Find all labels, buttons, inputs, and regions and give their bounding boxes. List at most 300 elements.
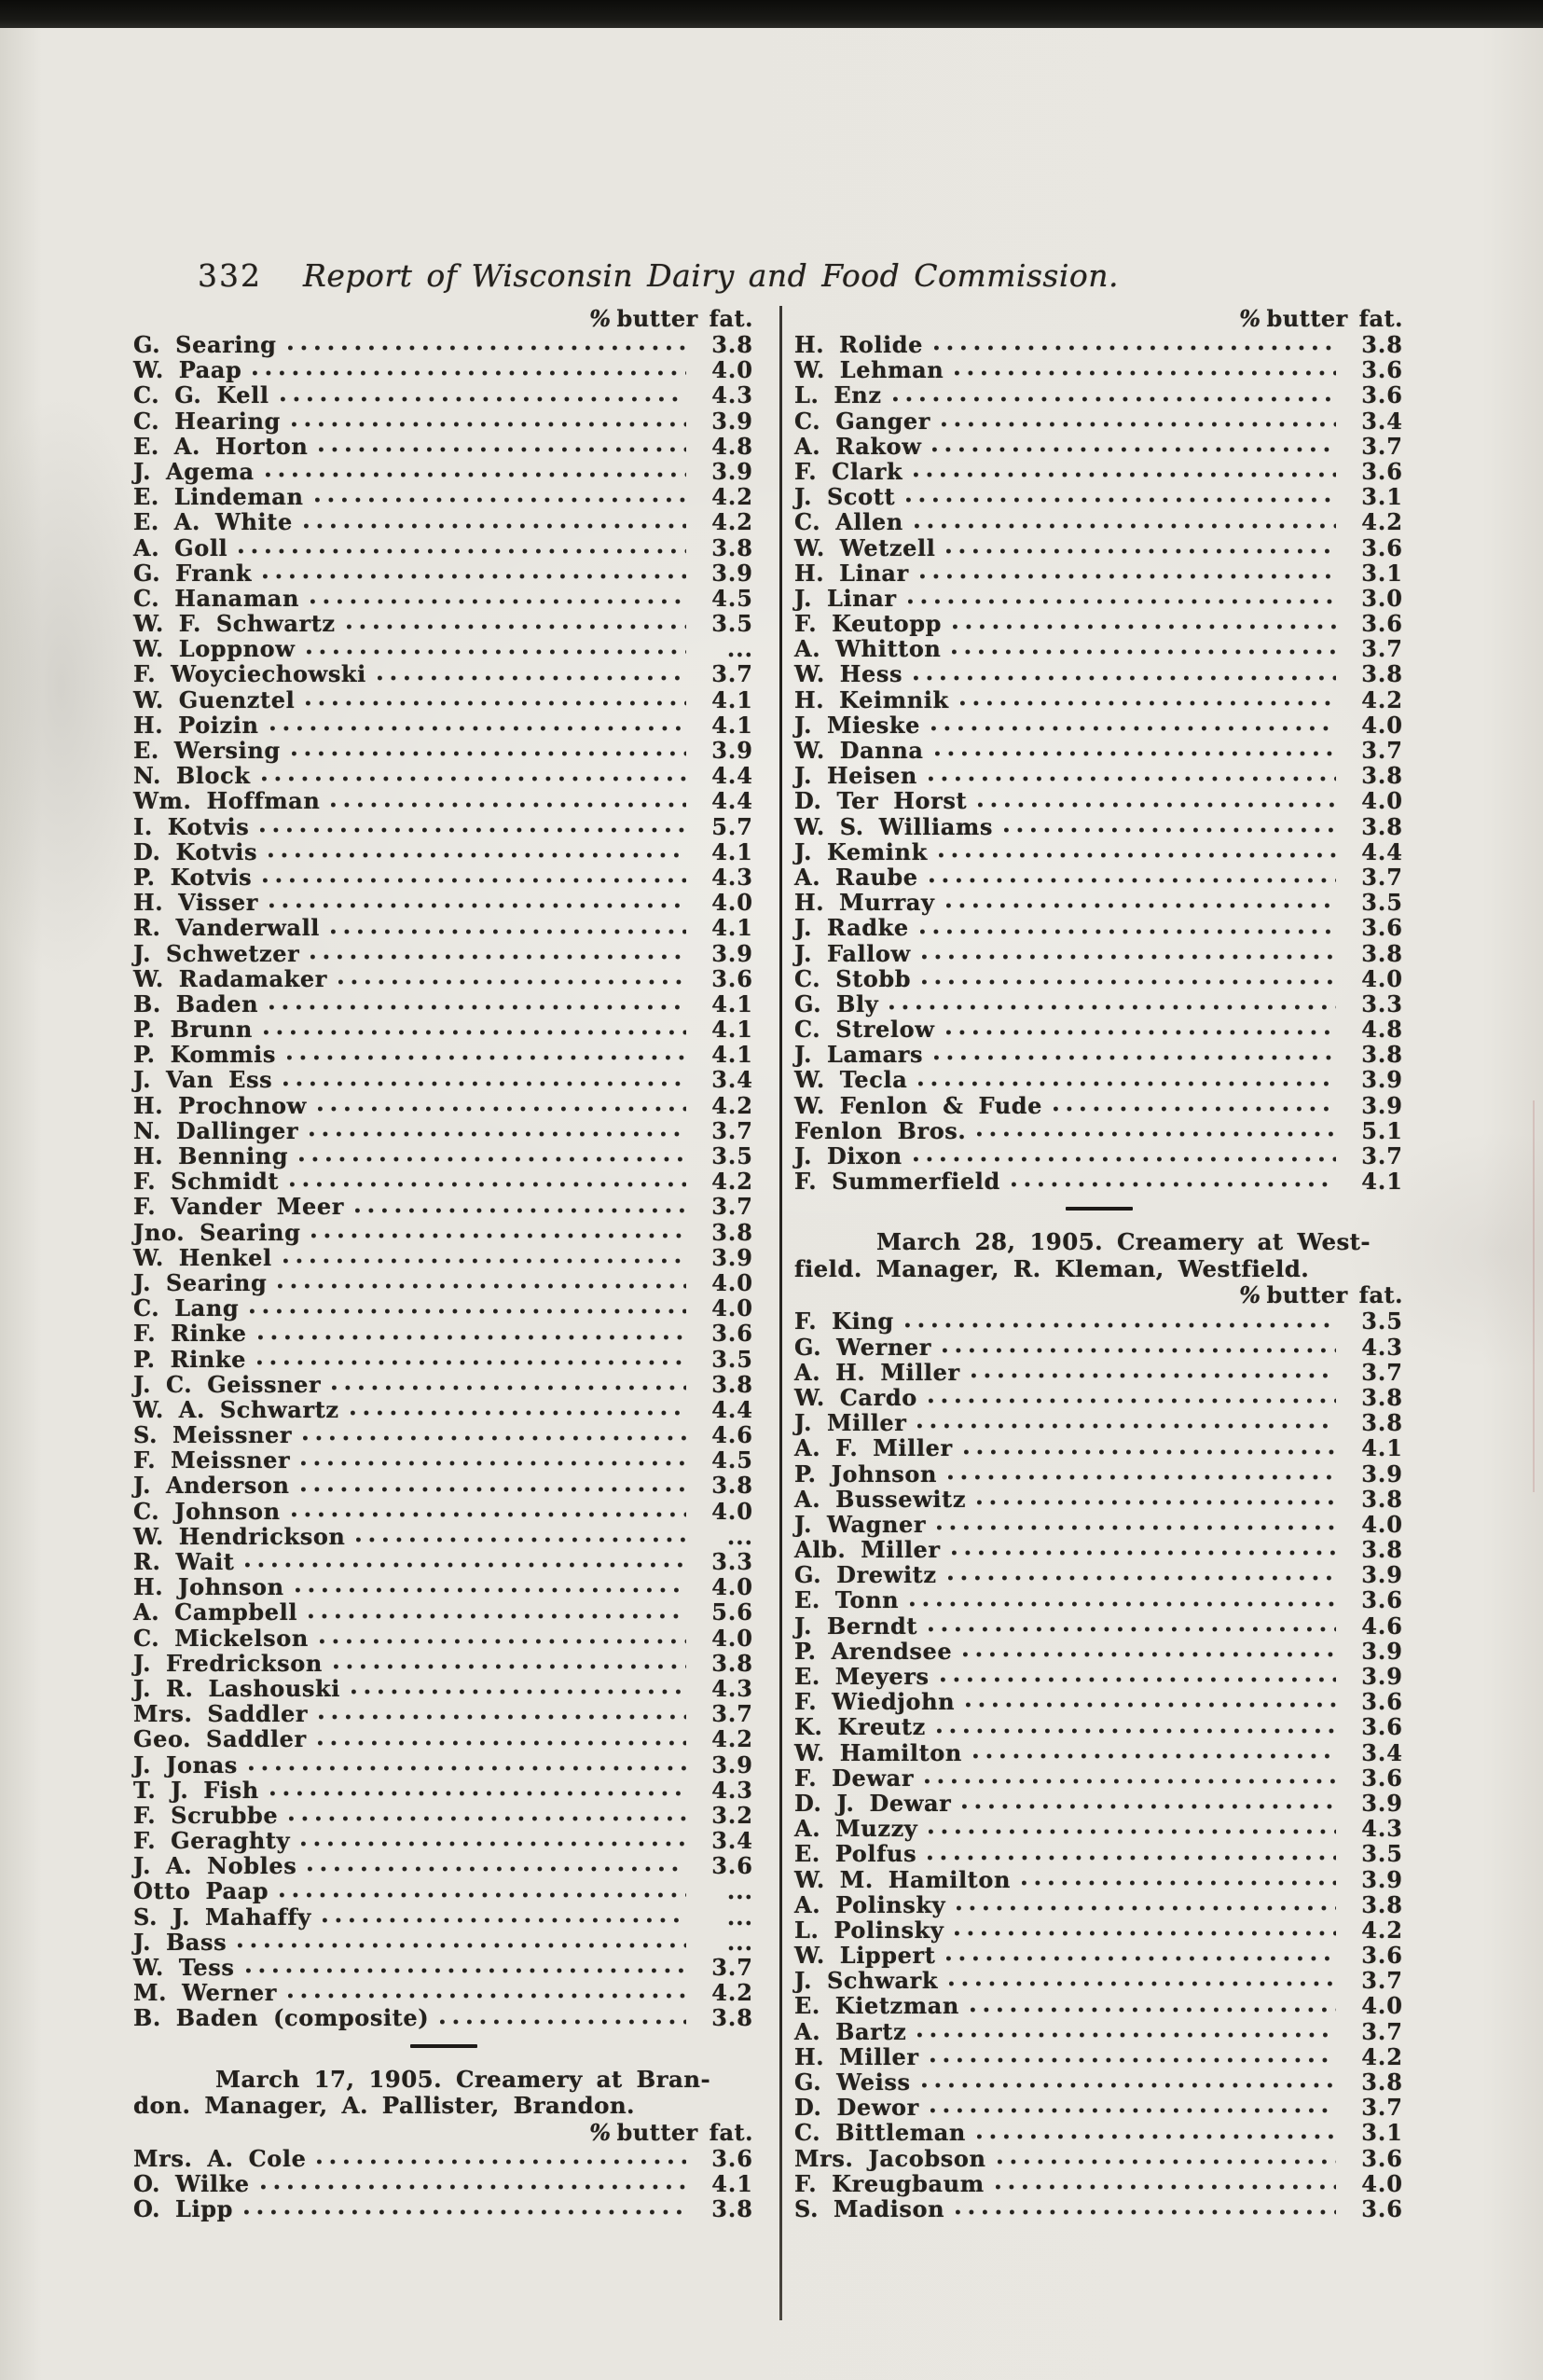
dot-leader xyxy=(356,1536,686,1543)
butter-fat-value: 4.2 xyxy=(711,1168,753,1196)
butter-fat-value: 4.0 xyxy=(711,1294,753,1322)
table-row xyxy=(794,2171,1403,2196)
percent-sign: % xyxy=(589,2118,612,2146)
butter-fat-value: 4.0 xyxy=(711,356,753,384)
patron-name: F. King xyxy=(794,1308,894,1335)
butter-fat-value: 3.6 xyxy=(711,2144,753,2172)
table-row xyxy=(794,1435,1403,1460)
dot-leader xyxy=(258,1334,686,1341)
table-row xyxy=(794,1639,1403,1664)
patron-name: C. Allen xyxy=(794,508,903,536)
butter-fat-value: 4.0 xyxy=(1361,1510,1403,1538)
table-row xyxy=(133,1321,753,1346)
dot-leader xyxy=(299,1155,686,1163)
butter-fat-label: butter fat. xyxy=(616,305,753,332)
butter-fat-value: 3.6 xyxy=(1361,1713,1403,1741)
patron-name: F. Wiedjohn xyxy=(794,1688,956,1716)
butter-fat-value: 4.1 xyxy=(711,837,753,865)
dot-leader xyxy=(281,395,686,403)
butter-fat-value: 3.9 xyxy=(1361,1637,1403,1665)
table-row xyxy=(794,611,1403,636)
dot-leader xyxy=(977,1130,1336,1138)
butter-fat-value: 3.4 xyxy=(1361,1738,1403,1766)
dot-leader xyxy=(260,826,686,834)
dot-leader xyxy=(893,395,1336,403)
dot-leader xyxy=(920,928,1336,935)
dot-leader xyxy=(289,1815,686,1822)
percent-sign: % xyxy=(1239,305,1261,332)
butter-fat-value: 3.3 xyxy=(1361,989,1403,1017)
butter-fat-value: 5.1 xyxy=(1361,1116,1403,1144)
dot-leader xyxy=(963,1651,1336,1658)
patron-name: F. Geraghty xyxy=(133,1827,291,1855)
table-row xyxy=(133,713,753,738)
table-row xyxy=(133,1524,753,1549)
dot-leader xyxy=(946,902,1336,909)
table-row xyxy=(794,1816,1403,1841)
patron-name: W. S. Williams xyxy=(794,812,993,840)
table-row xyxy=(794,941,1403,966)
dot-leader xyxy=(307,648,687,656)
dot-leader xyxy=(310,1130,686,1138)
patron-name: L. Polinsky xyxy=(794,1916,944,1944)
butter-fat-value: 3.6 xyxy=(711,964,753,992)
butter-fat-value: ... xyxy=(726,635,753,663)
patron-name: N. Dallinger xyxy=(133,1116,299,1144)
dot-leader xyxy=(930,2056,1336,2064)
patron-name: F. Rinke xyxy=(133,1320,247,1348)
table-row xyxy=(794,1892,1403,1917)
dot-leader xyxy=(971,2006,1336,2013)
table-row xyxy=(133,1220,753,1245)
table-row xyxy=(794,1587,1403,1612)
table-row xyxy=(794,1093,1403,1118)
dot-leader xyxy=(930,877,1336,884)
dot-leader xyxy=(914,1155,1336,1163)
table-row xyxy=(794,1791,1403,1816)
butter-fat-value: 3.9 xyxy=(711,457,753,485)
patron-name: H. Murray xyxy=(794,889,935,917)
butter-fat-value: 3.8 xyxy=(1361,939,1403,967)
dot-leader xyxy=(931,725,1336,732)
patron-name: J. Agema xyxy=(133,457,255,485)
butter-fat-value: 3.5 xyxy=(1361,1308,1403,1335)
dot-leader xyxy=(917,1422,1336,1430)
table-row xyxy=(794,966,1403,991)
butter-fat-value: 4.3 xyxy=(711,863,753,891)
table-row xyxy=(794,865,1403,890)
patron-name: J. Dixon xyxy=(794,1142,902,1169)
butter-fat-value: 3.9 xyxy=(1361,1066,1403,1094)
table-row xyxy=(133,1042,753,1067)
dot-leader xyxy=(306,699,686,707)
dot-leader xyxy=(978,801,1336,809)
patron-name: F. Schmidt xyxy=(133,1168,280,1196)
butter-fat-value: 3.1 xyxy=(1361,559,1403,587)
patron-name: O. Wilke xyxy=(133,2169,250,2197)
table-row xyxy=(794,332,1403,357)
dot-leader xyxy=(922,2082,1336,2089)
table-row xyxy=(133,1549,753,1574)
butter-fat-value: 3.4 xyxy=(711,1827,753,1855)
dot-leader xyxy=(319,1713,686,1721)
butter-fat-value: 4.2 xyxy=(711,1091,753,1119)
table-row xyxy=(133,1447,753,1473)
table-row xyxy=(794,535,1403,560)
dot-leader xyxy=(309,1612,686,1620)
butter-fat-value: 4.1 xyxy=(711,1016,753,1044)
patron-name: F. Kreugbaum xyxy=(794,2169,985,2197)
butter-fat-value: 4.4 xyxy=(711,762,753,790)
butter-fat-value: 3.7 xyxy=(1361,635,1403,663)
patron-name: J. Scott xyxy=(794,483,896,511)
patron-name: W. Radamaker xyxy=(133,964,327,992)
dot-leader xyxy=(934,344,1336,352)
butter-fat-value: 4.2 xyxy=(1361,2042,1403,2070)
table-row xyxy=(133,788,753,813)
dot-leader xyxy=(946,547,1336,555)
patron-name: J. Bass xyxy=(133,1928,227,1956)
dot-leader xyxy=(334,1663,686,1670)
table-row xyxy=(794,560,1403,586)
butter-fat-label: butter fat. xyxy=(1266,305,1403,332)
dot-leader xyxy=(320,1638,686,1645)
dot-leader xyxy=(956,2208,1336,2216)
patron-name: H. Rolide xyxy=(794,331,924,358)
patron-name: Jno. Searing xyxy=(133,1218,301,1246)
table-row xyxy=(794,408,1403,434)
patron-name: S. Madison xyxy=(794,2194,945,2222)
butter-fat-value: 4.2 xyxy=(1361,1916,1403,1944)
dot-leader xyxy=(915,522,1336,530)
dot-leader xyxy=(998,2158,1336,2166)
table-row xyxy=(133,1778,753,1803)
dot-leader xyxy=(238,1942,686,1949)
dot-leader xyxy=(960,699,1336,707)
dot-leader xyxy=(266,471,686,478)
butter-fat-value: 3.7 xyxy=(711,1116,753,1144)
patron-name: A. Goll xyxy=(133,533,228,561)
dot-leader xyxy=(937,1727,1336,1735)
patron-name: Geo. Saddler xyxy=(133,1725,307,1753)
table-row xyxy=(133,1067,753,1092)
dot-leader xyxy=(952,648,1336,656)
dot-leader xyxy=(347,623,686,630)
patron-name: E. Tonn xyxy=(794,1586,900,1614)
patron-name: Wm. Hoffman xyxy=(133,787,321,815)
table-row xyxy=(794,484,1403,509)
dot-leader xyxy=(946,1029,1336,1036)
butter-fat-value: 3.8 xyxy=(711,2004,753,2032)
table-row xyxy=(133,382,753,408)
butter-fat-value: 3.6 xyxy=(1361,457,1403,485)
butter-fat-value: 3.5 xyxy=(1361,1840,1403,1868)
patron-name: G. Frank xyxy=(133,559,253,587)
dot-leader xyxy=(311,1232,686,1239)
table-row xyxy=(794,814,1403,839)
table-row xyxy=(133,1904,753,1930)
patron-name: J. Fallow xyxy=(794,939,911,967)
dot-leader xyxy=(292,421,686,428)
table-row xyxy=(133,1853,753,1878)
dot-leader xyxy=(440,2018,686,2026)
patron-name: Otto Paap xyxy=(133,1877,269,1905)
butter-fat-value: 4.2 xyxy=(711,1725,753,1753)
patron-name: H. Benning xyxy=(133,1142,289,1169)
dot-leader xyxy=(315,496,687,504)
patron-name: A. Muzzy xyxy=(794,1815,918,1843)
dot-leader xyxy=(914,471,1336,478)
butter-fat-value: 3.7 xyxy=(1361,863,1403,891)
patron-name: F. Vander Meer xyxy=(133,1193,344,1221)
table-row xyxy=(794,2044,1403,2069)
dot-leader xyxy=(310,953,686,961)
butter-fat-value: 3.6 xyxy=(1361,533,1403,561)
dot-leader xyxy=(351,1688,686,1695)
table-row xyxy=(133,1878,753,1903)
table-row xyxy=(794,763,1403,788)
butter-fat-value: 4.2 xyxy=(1361,508,1403,536)
butter-fat-value: 3.9 xyxy=(1361,1091,1403,1119)
butter-fat-value: 3.9 xyxy=(1361,1789,1403,1817)
dot-leader xyxy=(962,1803,1336,1810)
patron-name: E. Meyers xyxy=(794,1663,930,1690)
patron-name: P. Brunn xyxy=(133,1016,253,1044)
dot-leader xyxy=(269,1003,686,1011)
table-row xyxy=(794,1017,1403,1042)
dot-leader xyxy=(249,1764,686,1772)
patron-name: F. Clark xyxy=(794,457,903,485)
dot-leader xyxy=(928,1854,1336,1861)
patron-name: H. Johnson xyxy=(133,1573,284,1601)
dot-leader xyxy=(905,1321,1336,1329)
dot-leader xyxy=(288,344,687,352)
dot-leader xyxy=(922,953,1336,961)
table-row xyxy=(133,1726,753,1751)
table-row xyxy=(133,2146,753,2171)
table-row xyxy=(133,434,753,459)
table-row xyxy=(133,1169,753,1194)
table-row xyxy=(133,1143,753,1169)
butter-fat-value: 3.8 xyxy=(1361,331,1403,358)
table-row xyxy=(794,2146,1403,2171)
patron-name: Fenlon Bros. xyxy=(794,1116,967,1144)
table-row xyxy=(794,2120,1403,2145)
butter-fat-value: 4.6 xyxy=(1361,1612,1403,1640)
table-row xyxy=(133,890,753,915)
page-header xyxy=(198,257,1119,294)
butter-fat-value: 4.1 xyxy=(711,2169,753,2197)
patron-name: F. Woyciechowski xyxy=(133,660,366,688)
table-row xyxy=(794,636,1403,661)
table-row xyxy=(794,1042,1403,1067)
patron-name: A. Raube xyxy=(794,863,918,891)
patron-name: D. Ter Horst xyxy=(794,787,968,815)
table-row xyxy=(794,434,1403,459)
dot-leader xyxy=(296,1586,686,1594)
table-row xyxy=(794,1993,1403,2018)
butter-fat-value: 3.9 xyxy=(1361,1561,1403,1589)
dot-leader xyxy=(261,2183,686,2191)
patron-name: F. Scrubbe xyxy=(133,1801,279,1829)
patron-name: C. Hearing xyxy=(133,407,281,435)
butter-fat-value: 4.5 xyxy=(711,584,753,612)
table-row xyxy=(794,738,1403,763)
patron-name: K. Kreutz xyxy=(794,1713,926,1741)
dot-leader xyxy=(929,775,1336,782)
heading-line: field. Manager, R. Kleman, Westfield. xyxy=(794,1254,1310,1282)
table-row xyxy=(794,1841,1403,1866)
table-row xyxy=(794,1613,1403,1639)
butter-fat-value: 4.0 xyxy=(1361,787,1403,815)
dot-leader xyxy=(351,1409,686,1417)
butter-fat-column-header xyxy=(133,2120,753,2146)
patron-name: A. Bartz xyxy=(794,2017,907,2045)
dot-leader xyxy=(948,1574,1336,1582)
butter-fat-value: 4.1 xyxy=(711,914,753,942)
butter-fat-value: 3.9 xyxy=(1361,1460,1403,1488)
patron-name: G. Searing xyxy=(133,331,277,358)
butter-fat-value: 3.8 xyxy=(1361,1485,1403,1513)
table-row xyxy=(794,1968,1403,1993)
patron-name: J. R. Lashouski xyxy=(133,1674,340,1702)
patron-name: G. Bly xyxy=(794,989,879,1017)
table-row xyxy=(133,763,753,788)
patron-list-right xyxy=(794,332,1403,1194)
table-row xyxy=(794,1537,1403,1562)
patron-name: P. Kotvis xyxy=(133,863,253,891)
table-row xyxy=(133,1676,753,1701)
table-row xyxy=(794,915,1403,940)
butter-fat-value: 3.8 xyxy=(711,1649,753,1677)
patron-name: E. Wersing xyxy=(133,737,281,764)
patron-name: F. Meissner xyxy=(133,1446,291,1474)
patron-name: W. Hamilton xyxy=(794,1738,962,1766)
butter-fat-value: 3.0 xyxy=(1361,584,1403,612)
dot-leader xyxy=(942,421,1336,428)
dot-leader xyxy=(917,2031,1336,2039)
table-row xyxy=(794,2196,1403,2221)
dot-leader xyxy=(301,1486,686,1493)
patron-name: Alb. Miller xyxy=(794,1536,941,1564)
butter-fat-value: 3.5 xyxy=(711,1345,753,1373)
table-row xyxy=(133,1955,753,1980)
patron-name: L. Enz xyxy=(794,381,882,409)
patron-name: G. Werner xyxy=(794,1333,932,1361)
dot-leader xyxy=(925,1778,1336,1785)
butter-fat-value: 3.7 xyxy=(711,660,753,688)
patron-name: P. Kommis xyxy=(133,1041,276,1069)
patron-name: O. Lipp xyxy=(133,2194,233,2222)
butter-fat-label: butter fat. xyxy=(616,2118,753,2146)
butter-fat-value: 4.2 xyxy=(711,1979,753,2007)
table-row xyxy=(133,1372,753,1397)
table-row xyxy=(133,966,753,991)
butter-fat-value: 3.9 xyxy=(711,407,753,435)
butter-fat-value: 4.0 xyxy=(1361,711,1403,739)
butter-fat-value: 3.3 xyxy=(711,1548,753,1575)
dot-leader xyxy=(1022,1879,1336,1887)
patron-name: A. Polinsky xyxy=(794,1890,946,1918)
dot-leader xyxy=(292,1511,686,1518)
butter-fat-value: 3.7 xyxy=(711,1193,753,1221)
table-row xyxy=(133,484,753,509)
dot-leader xyxy=(946,1955,1336,1962)
butter-fat-value: 3.1 xyxy=(1361,2119,1403,2147)
butter-fat-label: butter fat. xyxy=(1266,1281,1403,1309)
patron-name: J. Radke xyxy=(794,914,909,942)
patron-name: W. Wetzell xyxy=(794,533,936,561)
butter-fat-value: 4.1 xyxy=(711,989,753,1017)
butter-fat-value: ... xyxy=(726,1522,753,1550)
butter-fat-value: 3.6 xyxy=(1361,2144,1403,2172)
table-row xyxy=(133,357,753,382)
dot-leader xyxy=(948,1474,1336,1481)
butter-fat-value: 4.6 xyxy=(711,1421,753,1449)
dot-leader xyxy=(889,1003,1336,1011)
butter-fat-value: 3.7 xyxy=(711,1954,753,1981)
table-row xyxy=(794,1765,1403,1791)
table-row xyxy=(133,1626,753,1651)
left-column xyxy=(133,306,753,2221)
dot-leader xyxy=(288,1992,686,1999)
butter-fat-value: 4.2 xyxy=(711,483,753,511)
dot-leader xyxy=(977,2133,1336,2140)
table-row xyxy=(133,991,753,1017)
table-row xyxy=(794,991,1403,1017)
heading-line: March 17, 1905. Creamery at Bran- xyxy=(215,2065,711,2093)
butter-fat-value: 4.0 xyxy=(711,889,753,917)
table-row xyxy=(794,839,1403,865)
patron-name: J. C. Geissner xyxy=(133,1370,322,1398)
patron-name: J. Wagner xyxy=(794,1510,927,1538)
dot-leader xyxy=(338,978,686,986)
patron-name: F. Dewar xyxy=(794,1764,915,1792)
patron-name: P. Arendsee xyxy=(794,1637,953,1665)
table-row xyxy=(133,687,753,713)
dot-leader xyxy=(323,1916,686,1924)
patron-name: J. Mieske xyxy=(794,711,920,739)
dot-leader xyxy=(910,1600,1336,1608)
butter-fat-value: ... xyxy=(726,1877,753,1905)
butter-fat-value: 4.0 xyxy=(711,1624,753,1652)
table-row xyxy=(133,1980,753,2005)
patron-name: H. Linar xyxy=(794,559,909,587)
patron-name: B. Baden xyxy=(133,989,259,1017)
table-row xyxy=(133,1752,753,1778)
butter-fat-value: 3.6 xyxy=(1361,1764,1403,1792)
butter-fat-value: 4.1 xyxy=(711,1041,753,1069)
dot-leader xyxy=(939,851,1336,859)
patron-name: R. Wait xyxy=(133,1548,235,1575)
dot-leader xyxy=(303,1434,686,1442)
butter-fat-value: 3.4 xyxy=(1361,407,1403,435)
patron-name: J. Berndt xyxy=(794,1612,918,1640)
patron-name: G. Weiss xyxy=(794,2069,911,2096)
patron-name: W. Tess xyxy=(133,1954,235,1981)
table-row xyxy=(794,1118,1403,1143)
dot-leader xyxy=(952,1549,1336,1557)
patron-name: H. Visser xyxy=(133,889,259,917)
patron-name: F. Keutopp xyxy=(794,610,943,638)
table-row xyxy=(133,2005,753,2030)
patron-name: J. Kemink xyxy=(794,837,928,865)
patron-name: C. Mickelson xyxy=(133,1624,309,1652)
patron-list-left xyxy=(133,332,753,2031)
butter-fat-value: 3.8 xyxy=(711,1218,753,1246)
patron-name: H. Keimnik xyxy=(794,685,949,713)
table-row xyxy=(794,586,1403,611)
